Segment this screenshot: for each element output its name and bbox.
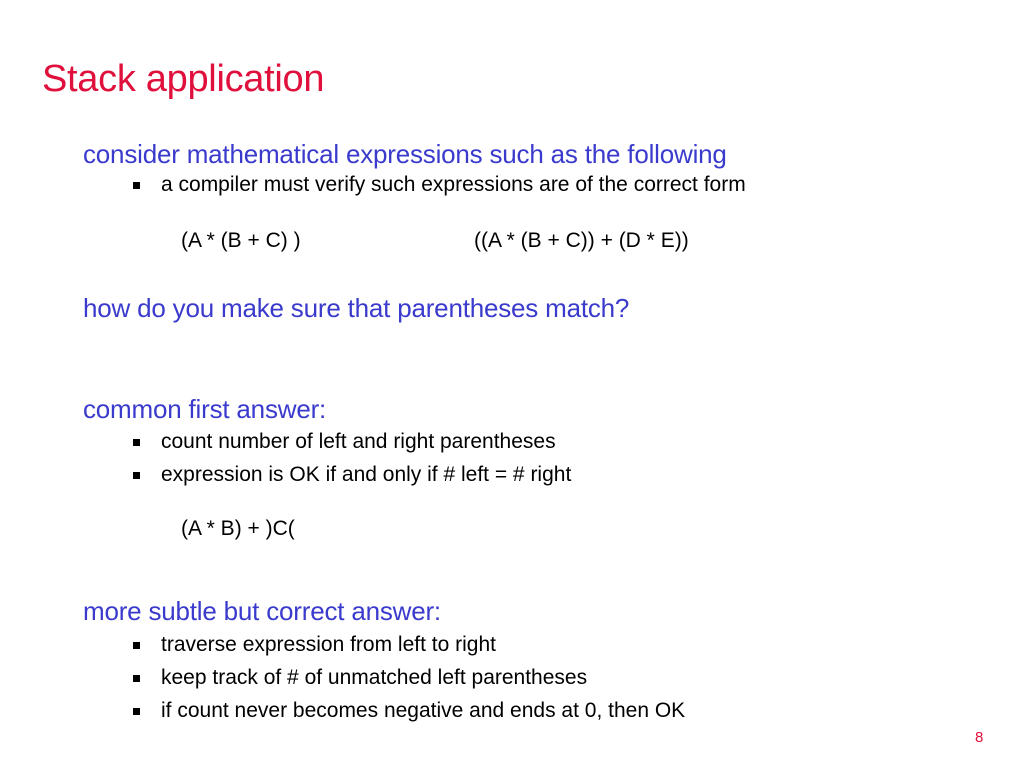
bullet-text: if count never becomes negative and ends at 0, then OK [161, 699, 686, 722]
section-heading-subtle-answer: more subtle but correct answer: [83, 596, 441, 626]
expression-example: (A * (B + C) ) [181, 229, 301, 252]
expression-example: (A * B) + )C( [181, 517, 295, 540]
square-bullet-icon [133, 675, 140, 682]
square-bullet-icon [133, 708, 140, 715]
section-heading-question: how do you make sure that parentheses match? [83, 293, 630, 323]
bullet-item [133, 631, 496, 659]
square-bullet-icon [133, 182, 140, 189]
bullet-item [133, 664, 587, 692]
square-bullet-icon [133, 642, 140, 649]
bullet-item [133, 171, 746, 199]
slide-title: Stack application [42, 58, 325, 100]
page-number: 8 [975, 729, 984, 746]
section-heading-consider: consider mathematical expressions such as the following [83, 139, 727, 169]
bullet-text: traverse expression from left to right [161, 633, 496, 656]
bullet-text: count number of left and right parentheses [161, 430, 556, 453]
bullet-text: expression is OK if and only if # left = # right [161, 463, 572, 486]
bullet-text: keep track of # of unmatched left parentheses [161, 666, 588, 689]
bullet-item [133, 428, 556, 456]
expression-example: ((A * (B + C)) + (D * E)) [474, 229, 689, 252]
bullet-item [133, 461, 571, 489]
square-bullet-icon [133, 439, 140, 446]
bullet-item [133, 697, 685, 725]
section-heading-first-answer: common first answer: [83, 394, 327, 424]
square-bullet-icon [133, 472, 140, 479]
bullet-text: a compiler must verify such expressions are of the correct form [161, 173, 746, 196]
